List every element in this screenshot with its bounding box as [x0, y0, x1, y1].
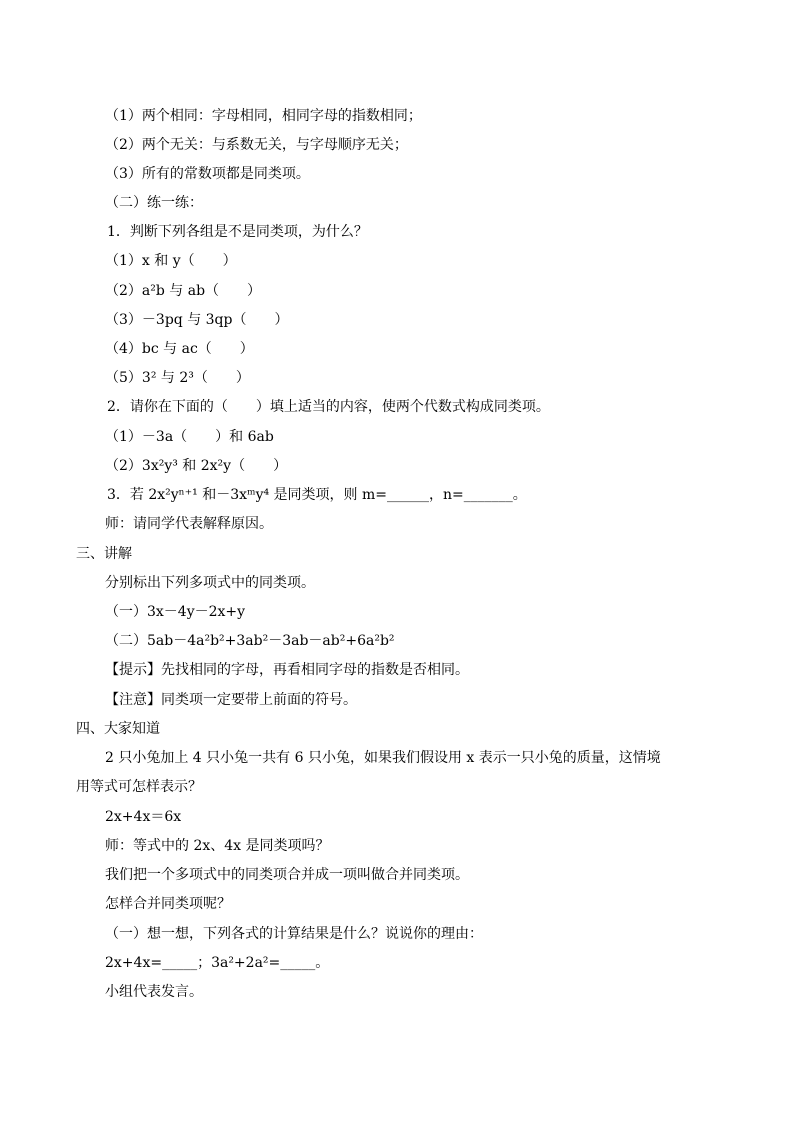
definition-combine: 我们把一个多项式中的同类项合并成一项叫做合并同类项。: [105, 867, 469, 883]
rule-constants: （3）所有的常数项都是同类项。: [105, 166, 310, 182]
question-1-item-3: （3）－3pq 与 3qp（ ）: [105, 312, 289, 328]
polynomial-2: （二）5ab－4a²b²+3ab²－3ab－ab²+6a²b²: [105, 633, 395, 649]
rule-two-same: （1）两个相同：字母相同，相同字母的指数相同；: [105, 108, 422, 124]
section-4-heading: 四、大家知道: [76, 721, 160, 737]
question-1-item-5: （5）3² 与 2³（ ）: [105, 370, 250, 386]
question-1-item-2: （2）a²b 与 ab（ ）: [105, 283, 262, 299]
rabbit-problem-line-2: 用等式可怎样表示？: [76, 779, 202, 795]
how-to-combine: 怎样合并同类项呢？: [105, 896, 231, 912]
calculation-blanks: 2x+4x=_____；3a²+2a²=_____。: [105, 955, 330, 971]
question-3: 3．若 2x²yⁿ⁺¹ 和－3xᵐy⁴ 是同类项，则 m=______，n=_______。: [107, 487, 527, 503]
think-prompt: （一）想一想，下列各式的计算结果是什么？说说你的理由：: [105, 926, 483, 942]
teacher-question: 师：等式中的 2x、4x 是同类项吗？: [105, 838, 330, 854]
question-2: 2．请你在下面的（ ）填上适当的内容，使两个代数式构成同类项。: [107, 399, 550, 415]
mark-like-terms-instruction: 分别标出下列多项式中的同类项。: [105, 575, 315, 591]
group-speaks: 小组代表发言。: [105, 984, 203, 1000]
section-3-heading: 三、讲解: [76, 546, 132, 562]
rule-two-irrelevant: （2）两个无关：与系数无关，与字母顺序无关；: [105, 137, 408, 153]
section-practice-heading: （二）练一练：: [105, 195, 203, 211]
question-1-item-4: （4）bc 与 ac（ ）: [105, 341, 254, 357]
question-1-item-1: （1）x 和 y（ ）: [105, 253, 237, 269]
question-2-item-1: （1）－3a（ ）和 6ab: [105, 429, 274, 445]
teacher-explain: 师：请同学代表解释原因。: [105, 516, 273, 532]
hint-text: 【提示】先找相同的字母，再看相同字母的指数是否相同。: [105, 662, 469, 678]
note-text: 【注意】同类项一定要带上前面的符号。: [105, 692, 357, 708]
equation: 2x+4x＝6x: [105, 809, 182, 825]
question-2-item-2: （2）3x²y³ 和 2x²y（ ）: [105, 458, 288, 474]
polynomial-1: （一）3x－4y－2x+y: [105, 604, 246, 620]
rabbit-problem-line-1: 2 只小兔加上 4 只小兔一共有 6 只小兔，如果我们假设用 x 表示一只小兔的质量，这情境: [105, 750, 661, 766]
question-1: 1．判断下列各组是不是同类项，为什么？: [107, 224, 368, 240]
